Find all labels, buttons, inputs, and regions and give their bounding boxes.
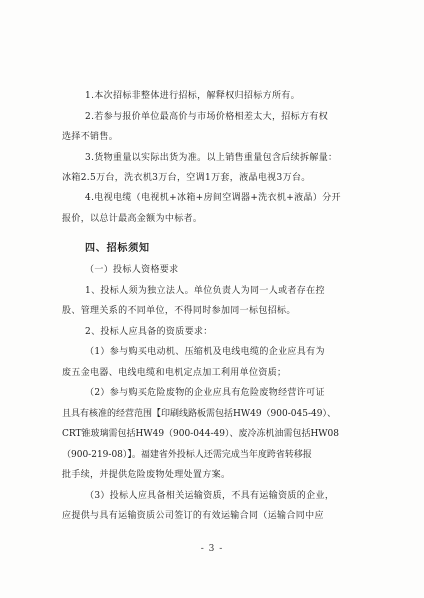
- requirement-line: CRT锥玻璃需包括HW49（900-044-49）、废冷冻机油需包括HW08: [62, 429, 340, 439]
- requirement-line: 股、管理关系的不同单位，不得同时参加同一标包招标。: [62, 306, 296, 316]
- requirement-line: （1）参与购买电动机、压缩机及电线电缆的企业应具有为: [85, 347, 325, 357]
- paragraph-line: 3.货物重量以实际出货为准。以上销售重量包含后续拆解量：: [85, 153, 338, 163]
- page-number: - 3 -: [200, 544, 224, 554]
- requirement-line: 1、投标人须为独立法人。单位负责人为同一人或者存在控: [85, 286, 325, 296]
- paragraph-line: 2.若参与报价单位最高价与市场价格相差太大，招标方有权: [85, 112, 329, 122]
- paragraph-line: 选择不销售。: [62, 132, 119, 142]
- paragraph-line: 报价，以总计最高金额为中标者。: [62, 214, 203, 224]
- paragraph-line: 4.电视电缆（电视机+冰箱+房间空调器+洗衣机+液晶）分开: [85, 193, 341, 203]
- paragraph-line: 冰箱2.5万台，洗衣机3万台，空调1万套，液晶电视3万台。: [62, 173, 311, 183]
- requirement-line: （2）参与购买危险废物的企业应具有危险废物经营许可证: [85, 388, 325, 398]
- paragraph-line: 1.本次招标非整体进行招标，解释权归招标方所有。: [85, 91, 300, 101]
- requirement-line: （900-219-08）】。福建省外投标人还需完成当年度跨省转移报: [62, 450, 312, 460]
- section-heading: 四、招标须知: [85, 243, 150, 254]
- requirement-line: 且具有核准的经营范围【印刷线路板需包括HW49（900-045-49）、: [62, 409, 336, 419]
- requirement-line: 批手续，并提供危险废物处理处置方案。: [62, 470, 231, 480]
- subheading: （一）投标人资格要求: [85, 265, 179, 275]
- requirement-line: 2、投标人应具备的资质要求：: [85, 327, 213, 337]
- requirement-line: （3）投标人应具备相关运输资质，不具有运输资质的企业，: [85, 491, 335, 501]
- requirement-line: 废五金电器、电线电缆和电机定点加工利用单位资质；: [62, 368, 287, 378]
- requirement-line: 应提供与具有运输资质公司签订的有效运输合同（运输合同中应: [62, 511, 324, 521]
